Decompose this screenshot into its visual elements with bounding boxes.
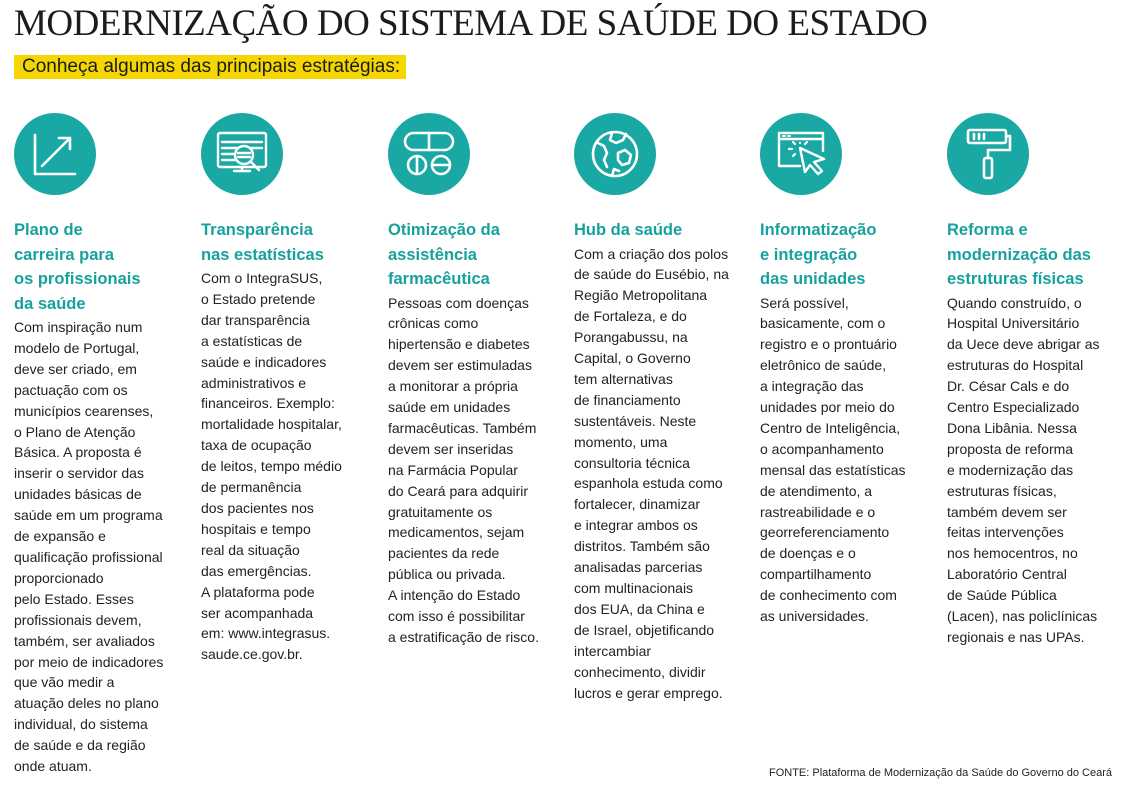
- growth-chart-icon: [14, 113, 96, 195]
- strategy-health-hub: [574, 113, 752, 703]
- strategy-body: Quando construído, o Hospital Universitário da Uece deve abrigar as estruturas do Hospital Dr. César Cals e do Centro Especializado Dona Libânia. Nessa proposta de reforma e modernização das estruturas físicas, também devem ser feitas intervenções nos hemocentros, no Laboratório Central de Saúde Pública (Lacen), nas policlínicas regionais e nas UPAs.: [947, 294, 1100, 645]
- monitor-magnifier-icon: [201, 113, 283, 195]
- source-note: FONTE: Plataforma de Modernização da Saúde do Governo do Ceará: [768, 767, 1112, 779]
- screen-click-icon: [760, 113, 842, 195]
- paint-roller-icon: [947, 113, 1029, 195]
- globe-icon: [574, 113, 656, 195]
- strategy-body: Será possível, basicamente, com o registro e o prontuário eletrônico de saúde, a integração das unidades por meio do Centro de Inteligência, o acompanhamento mensal das estatísticas de atendimento, a rastreabilidade e o georreferenciamento de doenças e o compartilhamento de conhecimento com as universidades.: [760, 294, 906, 625]
- subtitle-highlight: Conheça algumas das principais estratégias:: [14, 55, 406, 79]
- page-title: MODERNIZAÇÃO DO SISTEMA DE SAÚDE DO ESTADO: [14, 3, 928, 44]
- strategy-body: Pessoas com doenças crônicas como hipertensão e diabetes devem ser estimuladas a monitorar a própria saúde em unidades farmacêuticas. Também devem ser inseridas na Farmácia Popular do Ceará para adquirir gratuitamente os medicamentos, sejam pacientes da rede pública ou privada. A intenção do Estado com isso é possibilitar a estratificação de risco.: [388, 294, 539, 645]
- strategy-pharmacy: [388, 113, 566, 648]
- strategy-heading: Informatização e integração das unidades: [760, 221, 877, 288]
- strategy-heading: Otimização da assistência farmacêutica: [388, 221, 500, 288]
- strategy-heading: Plano de carreira para os profissionais da saúde: [14, 221, 141, 313]
- strategy-heading: Transparência nas estatísticas: [201, 221, 324, 264]
- strategy-body: Com a criação dos polos de saúde do Eusébio, na Região Metropolitana de Fortaleza, e do Porangabussu, na Capital, o Governo tem alternativas de financiamento sustentáveis. Neste momento, uma consultoria técnica espanhola estuda como fortalecer, dinamizar e integrar ambos os distritos. Também são analisadas parcerias com multinacionais dos EUA, da China e de Israel, objetificando intercambiar conhecimento, dividir lucros e gerar emprego.: [574, 245, 729, 701]
- strategy-heading: Reforma e modernização das estruturas físicas: [947, 221, 1091, 288]
- strategy-heading: Hub da saúde: [574, 221, 683, 239]
- strategy-transparency: [201, 113, 379, 665]
- strategy-physical-reform: [947, 113, 1125, 648]
- strategy-body: Com inspiração num modelo de Portugal, deve ser criado, em pactuação com os municípios cearenses, o Plano de Atenção Básica. A proposta é inserir o servidor das unidades básicas de saúde em um programa de expansão e qualificação profissional proporcionado pelo Estado. Esses profissionais devem, também, ser avaliados por meio de indicadores que vão medir a atuação deles no plano individual, do sistema de saúde e da região onde atuam.: [14, 319, 164, 775]
- strategy-body: Com o IntegraSUS, o Estado pretende dar transparência a estatísticas de saúde e indicadores administrativos e financeiros. Exemplo: mortalidade hospitalar, taxa de ocupação de leitos, tempo médio de permanência dos pacientes nos hospitais e tempo real da situação das emergências. A plataforma pode ser acompanhada em: www.integrasus. saude.ce.gov.br.: [201, 270, 342, 663]
- strategy-career-plan: [14, 113, 192, 777]
- strategy-informatization: [760, 113, 938, 627]
- pills-icon: [388, 113, 470, 195]
